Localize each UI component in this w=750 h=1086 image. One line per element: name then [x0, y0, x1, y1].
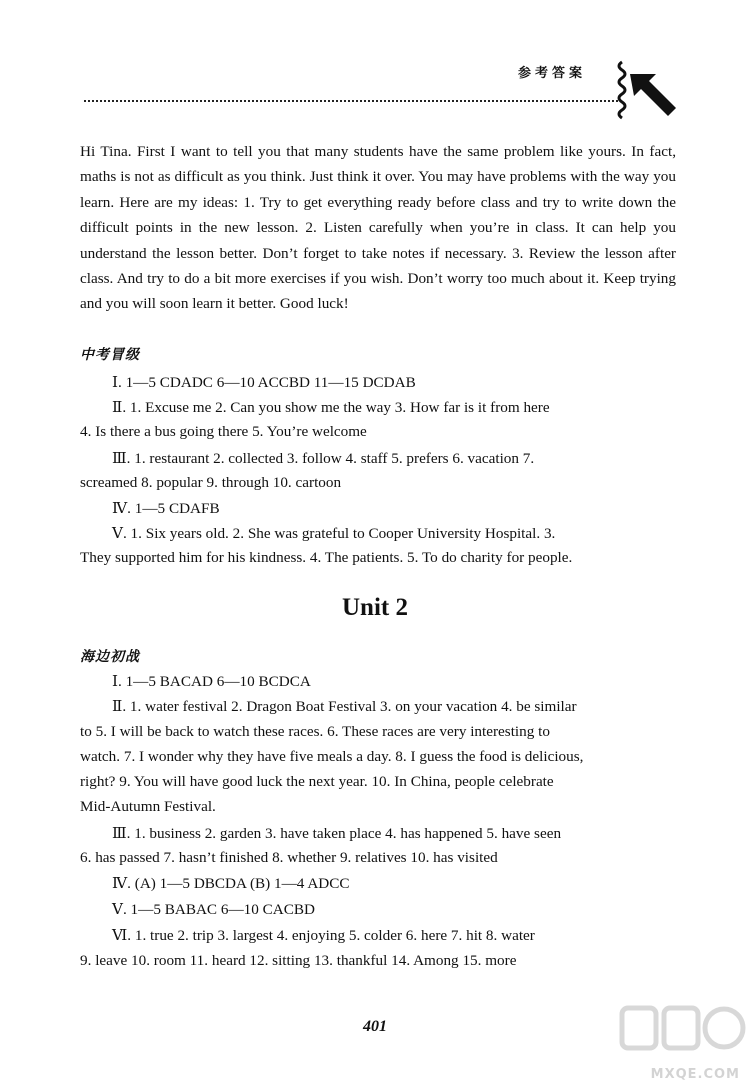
section-title: 中考冒级: [80, 347, 140, 363]
watermark-logo-icon: [618, 1002, 746, 1064]
answer-line: Ⅴ. 1. Six years old. 2. She was grateful to Cooper University Hospital. 3.: [112, 525, 556, 542]
answer-line: to 5. I will be back to watch these races. 6. These races are very interesting to: [80, 723, 550, 740]
header-title: 参考答案: [518, 66, 587, 81]
answer-line: Ⅲ. 1. business 2. garden 3. have taken place 4. has happened 5. have seen: [112, 825, 562, 842]
answer-line: Ⅱ. 1. Excuse me 2. Can you show me the way 3. How far is it from here: [112, 399, 550, 416]
answer-line: Ⅳ. (A) 1—5 DBCDA (B) 1—4 ADCC: [112, 875, 350, 892]
answer-line: watch. 7. I wonder why they have five meals a day. 8. I guess the food is delicious,: [80, 748, 584, 765]
arrow-icon: [616, 60, 680, 130]
header-dotted-rule: [84, 100, 618, 102]
answer-line: Mid-Autumn Festival.: [80, 798, 216, 815]
answer-line: Ⅳ. 1—5 CDAFB: [112, 500, 220, 517]
page-number: 401: [363, 1018, 387, 1035]
answer-line: They supported him for his kindness. 4. The patients. 5. To do charity for people.: [80, 549, 573, 566]
watermark-text: MXQE.COM: [650, 1067, 740, 1082]
letter-paragraph: Hi Tina. First I want to tell you that many students have the same problem like yours. In fact, maths is not as difficult as you think. Just think it over. You may have problems with the way you learn. Here are my ideas: 1. Try to get everything ready before class and try to write down the difficult points in the new lesson. 2. Listen carefully when you’re in class. It can help you understand the lesson better. Don’t forget to take notes if necessary. 3. Review the lesson after class. And try to do a bit more exercises if you wish. Don’t worry too much about it. Keep trying and you will soon learn it better. Good luck!: [80, 143, 676, 313]
answer-line: 4. Is there a bus going there 5. You’re welcome: [80, 423, 367, 440]
answer-line: Ⅲ. 1. restaurant 2. collected 3. follow 4. staff 5. prefers 6. vacation 7.: [112, 450, 535, 467]
answer-line: right? 9. You will have good luck the next year. 10. In China, people celebrate: [80, 773, 554, 790]
unit-title: Unit 2: [342, 594, 408, 621]
answer-line: Ⅰ. 1—5 CDADC 6—10 ACCBD 11—15 DCDAB: [112, 374, 416, 391]
answer-line: 9. leave 10. room 11. heard 12. sitting 13. thankful 14. Among 15. more: [80, 952, 517, 969]
answer-line: Ⅵ. 1. true 2. trip 3. largest 4. enjoying 5. colder 6. here 7. hit 8. water: [112, 927, 535, 944]
answer-line: Ⅱ. 1. water festival 2. Dragon Boat Festival 3. on your vacation 4. be similar: [112, 698, 577, 715]
answer-line: Ⅴ. 1—5 BABAC 6—10 CACBD: [112, 901, 315, 918]
watermark: [618, 1002, 746, 1082]
answer-line: screamed 8. popular 9. through 10. cartoon: [80, 474, 342, 491]
answer-line: 6. has passed 7. hasn’t finished 8. whether 9. relatives 10. has visited: [80, 849, 498, 866]
section-title: 海边初战: [80, 649, 140, 665]
answer-line: Ⅰ. 1—5 BACAD 6—10 BCDCA: [112, 673, 311, 690]
